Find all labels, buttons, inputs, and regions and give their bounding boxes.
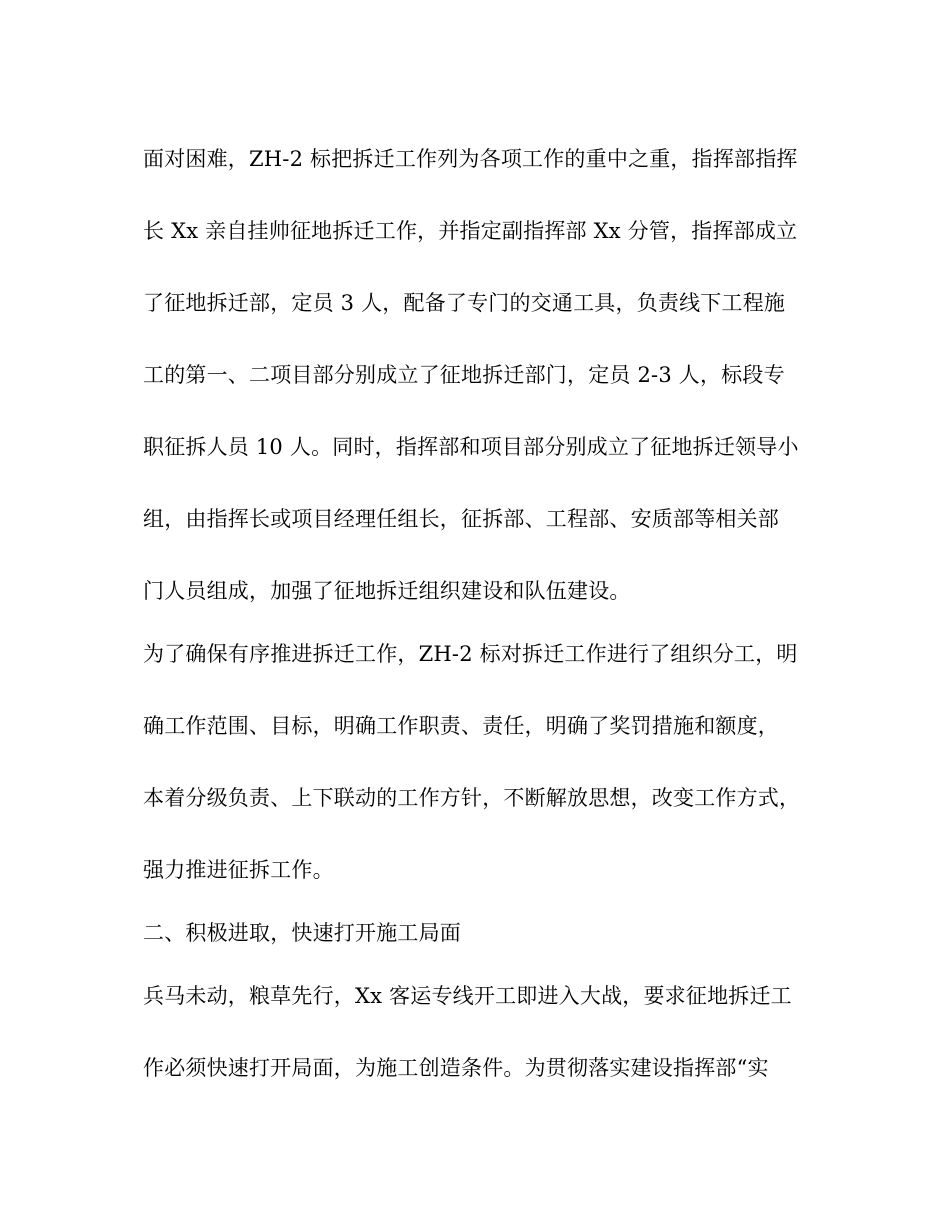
paragraph-2-line-4: 强力推进征拆工作。 [143, 858, 334, 882]
paragraph-1-line-7: 门人员组成，加强了征地拆迁组织建设和队伍建设。 [143, 579, 631, 603]
paragraph-1-line-6: 组，由指挥长或项目经理任组长，征拆部、工程部、安质部等相关部 [143, 507, 779, 531]
paragraph-2-line-1: 为了确保有序推进拆迁工作，ZH-2 标对拆迁工作进行了组织分工，明 [143, 642, 798, 666]
paragraph-3-line-1: 兵马未动，粮草先行，Xx 客运专线开工即进入大战，要求征地拆迁工 [143, 984, 792, 1008]
paragraph-1-line-1: 面对困难，ZH-2 标把拆迁工作列为各项工作的重中之重，指挥部指挥 [143, 147, 798, 171]
paragraph-1-line-2: 长 Xx 亲自挂帅征地拆迁工作，并指定副指挥部 Xx 分管，指挥部成立 [143, 219, 798, 243]
paragraph-2-line-3: 本着分级负责、上下联动的工作方针，不断解放思想，改变工作方式， [143, 786, 801, 810]
section-heading-2: 二、积极进取，快速打开施工局面 [143, 921, 461, 945]
paragraph-1-line-3: 了征地拆迁部，定员 3 人，配备了专门的交通工具，负责线下工程施 [143, 291, 786, 315]
paragraph-3-line-2: 作必须快速打开局面，为施工创造条件。为贯彻落实建设指挥部“实 [143, 1056, 769, 1080]
paragraph-2-line-2: 确工作范围、目标，明确工作职责、责任，明确了奖罚措施和额度， [143, 714, 779, 738]
paragraph-1-line-4: 工的第一、二项目部分别成立了征地拆迁部门，定员 2-3 人，标段专 [143, 363, 785, 387]
paragraph-1-line-5: 职征拆人员 10 人。同时，指挥部和项目部分别成立了征地拆迁领导小 [143, 435, 799, 459]
